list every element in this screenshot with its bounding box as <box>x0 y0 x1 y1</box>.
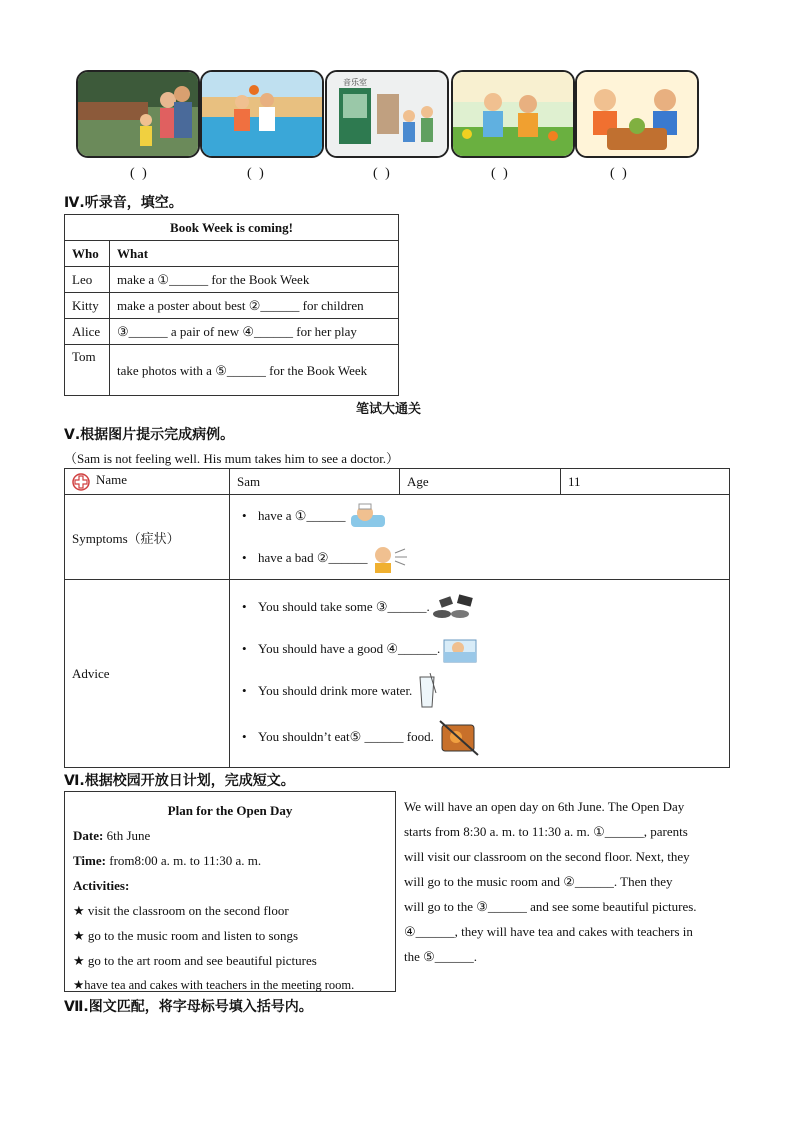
bullet: • <box>242 728 247 744</box>
picture-1 <box>76 70 200 158</box>
date-label: Date: <box>73 828 104 843</box>
plan-time <box>73 848 387 873</box>
section-6-heading: Ⅵ.根据校园开放日计划，完成短文。 <box>64 773 295 789</box>
open-day-passage <box>404 794 734 969</box>
time-value: from8:00 a. m. to 11:30 a. m. <box>105 853 262 868</box>
passage-line: ④______, they will have tea and cakes with teachers in <box>404 924 693 939</box>
advice-text-3: You should drink more water. <box>258 682 413 698</box>
table-row-what: make a poster about best ②______ for children <box>110 293 399 319</box>
medical-cross-icon <box>72 473 90 491</box>
activities-label: Activities: <box>73 878 130 893</box>
advice-label: Advice <box>65 580 230 768</box>
activity-item: ★ visit the classroom on the second floor <box>73 903 289 918</box>
medicine-pills-icon <box>430 592 480 622</box>
passage-line: will go to the music room and ②______. Then they <box>404 874 673 889</box>
children-playing-basketball-picture-icon <box>202 72 322 156</box>
picture-5 <box>575 70 699 158</box>
advice-text-2: You should have a good ④______. <box>258 640 441 656</box>
children-in-garden-picture-icon <box>453 72 573 156</box>
family-walking-picture-icon <box>78 72 198 156</box>
symptom-text-1: have a ①______ <box>258 508 346 523</box>
written-section-title: 笔试大通关 <box>356 402 422 417</box>
passage-line: will visit our classroom on the second floor. Next, they <box>404 849 690 864</box>
passage-line: the ⑤______. <box>404 949 478 964</box>
answer-bracket-1[interactable]: ( ) <box>130 166 149 181</box>
children-at-table-picture-icon <box>577 72 697 156</box>
activity-item: ★ go to the music room and listen to songs <box>73 928 299 943</box>
plan-date <box>73 823 387 848</box>
section-7-heading: Ⅶ.图文匹配，将字母标号填入括号内。 <box>64 999 313 1015</box>
name-label-cell <box>65 469 230 495</box>
table-row-who: Tom <box>65 345 110 396</box>
age-value: 11 <box>561 469 730 495</box>
section-5-heading: Ⅴ.根据图片提示完成病例。 <box>64 427 235 443</box>
advice-text-1: You should take some ③______. <box>258 598 430 614</box>
passage-line: starts from 8:30 a. m. to 11:30 a. m. ①______, parents <box>404 824 688 839</box>
col-what: What <box>110 241 399 267</box>
symptoms-cell <box>230 495 730 580</box>
picture-3 <box>325 70 449 158</box>
symptom-text-2: have a bad ②______ <box>258 550 368 565</box>
junk-food-icon <box>434 717 484 757</box>
section-4-heading: Ⅳ.听录音，填空。 <box>64 195 183 211</box>
col-who: Who <box>65 241 110 267</box>
answer-bracket-3[interactable]: ( ) <box>373 166 392 181</box>
bullet: • <box>242 640 247 656</box>
book-week-table <box>64 214 399 396</box>
bullet: • <box>242 598 247 614</box>
music-room-door-picture-icon <box>327 72 447 156</box>
symptoms-label: Symptoms（症状） <box>65 495 230 580</box>
passage-line: We will have an open day on 6th June. The Open Day <box>404 799 685 814</box>
name-value: Sam <box>230 469 400 495</box>
symptom-item-1 <box>230 495 729 537</box>
bullet: • <box>242 550 247 565</box>
time-label: Time: <box>73 853 106 868</box>
date-value: 6th June <box>103 828 151 843</box>
answer-bracket-4[interactable]: ( ) <box>491 166 510 181</box>
passage-line: will go to the ③______ and see some beautiful pictures. <box>404 899 697 914</box>
picture-2 <box>200 70 324 158</box>
table-row-who: Kitty <box>65 293 110 319</box>
advice-cell <box>230 580 730 768</box>
glass-of-water-icon <box>412 673 442 709</box>
bullet: • <box>242 682 247 698</box>
advice-item-1 <box>230 586 729 628</box>
advice-text-4: You shouldn’t eat⑤ ______ food. <box>258 728 434 744</box>
svg-text:音乐室: 音乐室 <box>343 78 367 87</box>
answer-bracket-2[interactable]: ( ) <box>247 166 266 181</box>
open-day-plan-box <box>64 791 396 992</box>
table-row-what: make a ①______ for the Book Week <box>110 267 399 293</box>
table-row-what: ③______ a pair of new ④______ for her play <box>110 319 399 345</box>
case-intro: （Sam is not feeling well. His mum takes him to see a doctor.） <box>64 451 400 466</box>
advice-item-2 <box>230 628 729 670</box>
table-row-who: Leo <box>65 267 110 293</box>
advice-item-3 <box>230 670 729 712</box>
medical-record-table <box>64 468 730 768</box>
table-title: Book Week is coming! <box>65 215 399 241</box>
answer-bracket-5[interactable]: ( ) <box>610 166 629 181</box>
plan-title: Plan for the Open Day <box>167 803 293 818</box>
bullet: • <box>242 508 247 523</box>
picture-4 <box>451 70 575 158</box>
sleeping-boy-icon <box>440 634 482 664</box>
table-row-what: take photos with a ⑤______ for the Book Week <box>110 345 399 396</box>
age-label: Age <box>400 469 561 495</box>
name-label: Name <box>96 472 128 488</box>
symptom-item-2 <box>230 537 729 579</box>
fever-boy-icon <box>349 501 389 531</box>
coughing-boy-icon <box>367 543 411 573</box>
activity-item: ★have tea and cakes with teachers in the meeting room. <box>73 978 355 992</box>
activity-item: ★ go to the art room and see beautiful pictures <box>73 953 317 968</box>
table-row-who: Alice <box>65 319 110 345</box>
advice-item-4 <box>230 712 729 762</box>
